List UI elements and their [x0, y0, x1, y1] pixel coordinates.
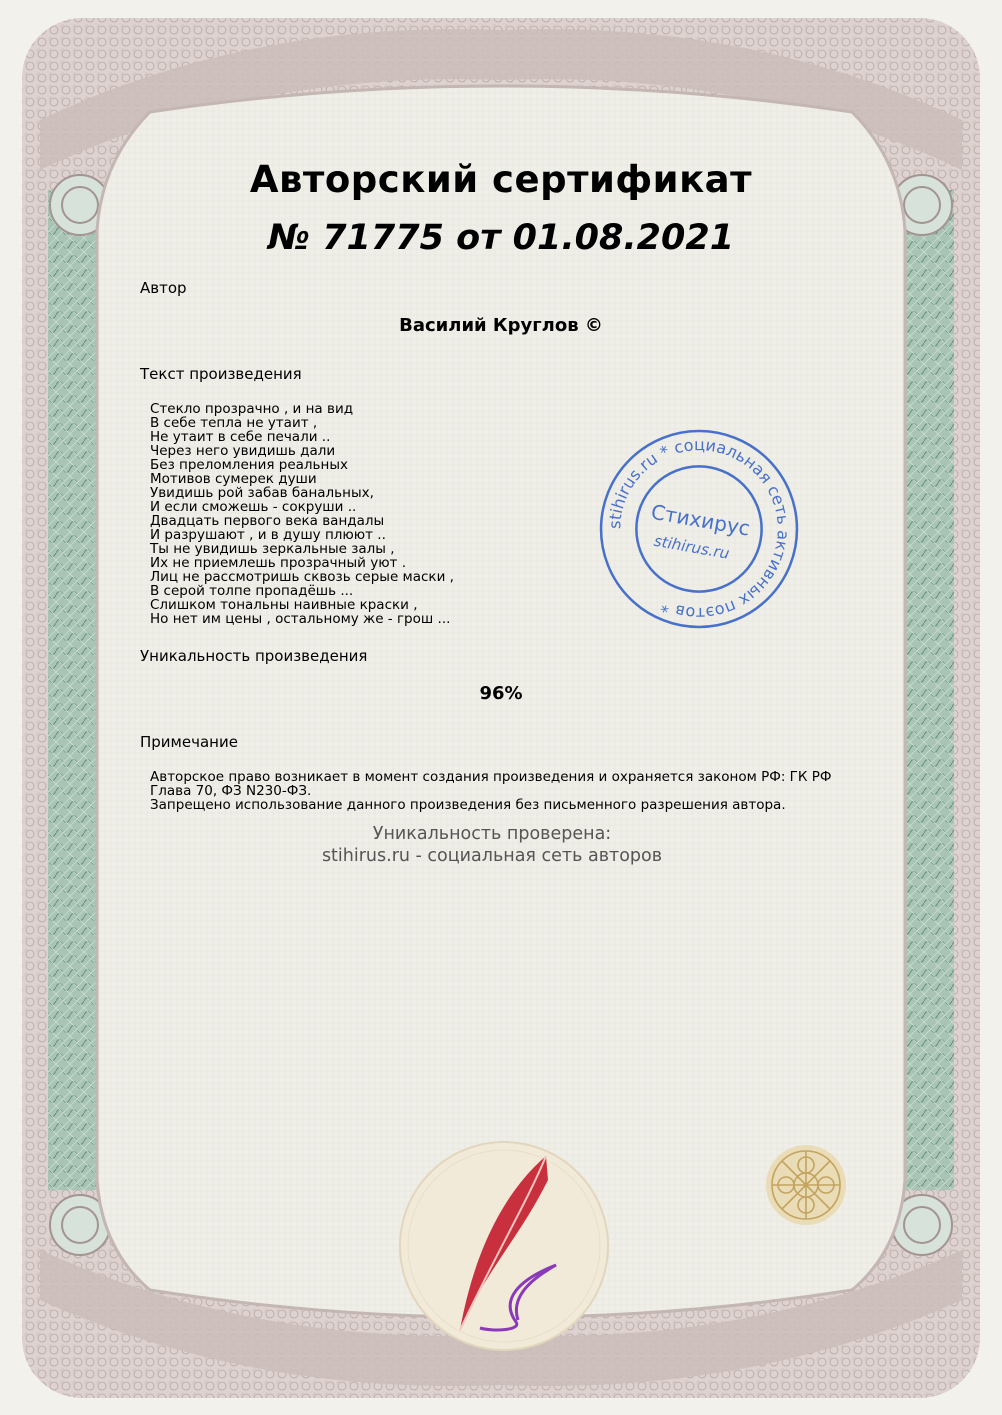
gold-medallion-icon	[764, 1143, 848, 1227]
stamp-name: Стихирус	[649, 499, 752, 541]
poem-line: Мотивов сумерек души	[150, 471, 317, 487]
verification-site: stihirus.ru - социальная сеть авторов	[321, 846, 663, 866]
author-label: Автор	[140, 279, 187, 297]
uniqueness-value: 96%	[479, 683, 523, 704]
poem-line: Слишком тональны наивные краски ,	[150, 597, 418, 613]
poem-line: И если сможешь - сокруши ..	[150, 499, 357, 515]
poem-line: В серой толпе пропадёшь ...	[150, 583, 354, 599]
feather-logo	[398, 1140, 610, 1352]
uniqueness-label: Уникальность произведения	[140, 647, 368, 665]
poem-line: Их не приемлешь прозрачный уют .	[150, 555, 406, 571]
verification-line: Уникальность проверена:	[372, 824, 612, 844]
poem-line: Не утаит в себе печали ..	[150, 429, 331, 445]
note-text	[150, 770, 850, 812]
poem-line: Стекло прозрачно , и на вид	[150, 401, 354, 417]
poem-line: Ты не увидишь зеркальные залы ,	[150, 541, 395, 557]
poem-line: И разрушают , и в душу плюют ..	[150, 527, 386, 543]
poem-line: Но нет им цены , остальному же - грош ...	[150, 611, 451, 627]
poem-text	[150, 402, 580, 626]
certificate-number: № 71775 от 01.08.2021	[267, 218, 735, 258]
work-label: Текст произведения	[140, 365, 302, 383]
poem-line: Двадцать первого века вандалы	[150, 513, 385, 529]
poem-line: Лиц не рассмотришь сквозь серые маски ,	[150, 569, 454, 585]
stamp-seal	[598, 428, 800, 630]
poem-line: Без преломления реальных	[150, 457, 348, 473]
note-label: Примечание	[140, 733, 238, 751]
poem-line: В себе тепла не утаит ,	[150, 415, 318, 431]
stamp-site: stihirus.ru	[652, 531, 731, 563]
note-prohibition: Запрещено использование данного произведения без письменного разрешения автора.	[150, 797, 786, 813]
certificate-title: Авторский сертификат	[249, 158, 753, 201]
poem-line: Через него увидишь дали	[150, 443, 336, 459]
verification-text	[0, 823, 984, 867]
stamp-ring-text: stihirus.ru * социальная сеть активных поэтов *	[605, 435, 793, 623]
author-name: Василий Круглов ©	[399, 315, 603, 336]
poem-line: Увидишь рой забав банальных,	[150, 485, 374, 501]
note-copyright: Авторское право возникает в момент создания произведения и охраняется законом РФ: ГК РФ Глава 70, ФЗ N230-ФЗ.	[150, 769, 832, 799]
